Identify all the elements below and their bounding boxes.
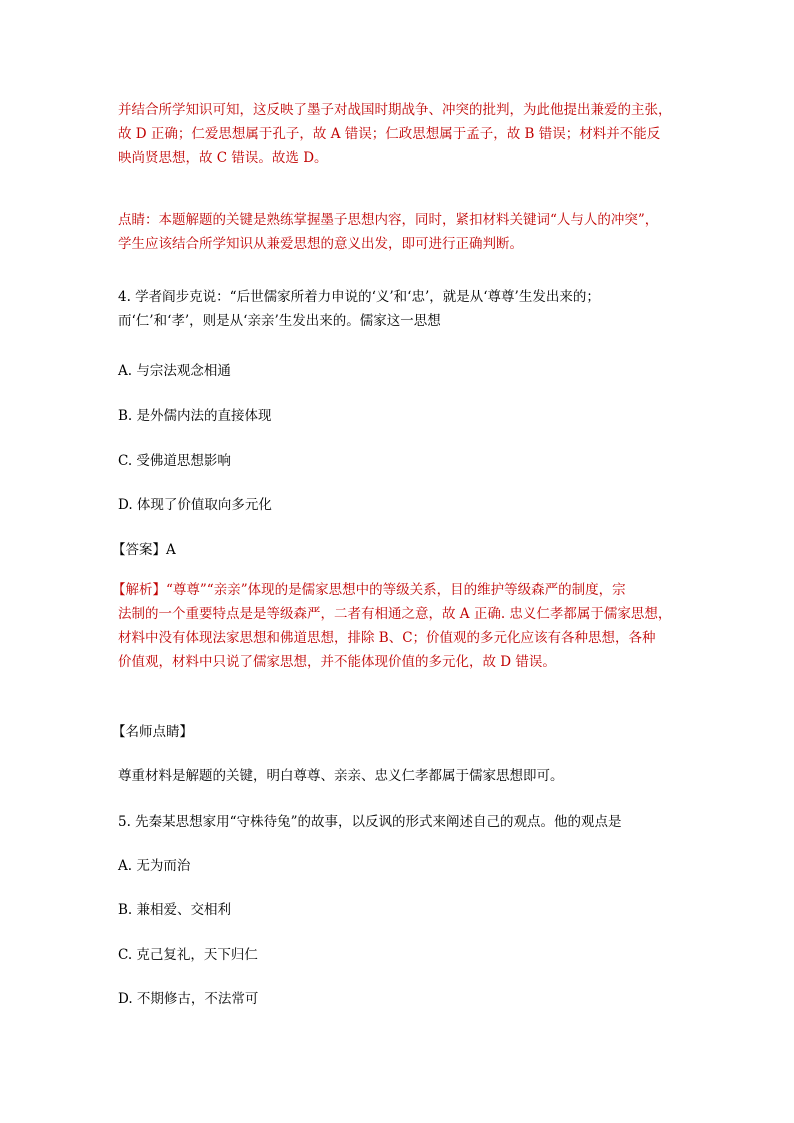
q4-analysis-line: 价值观，材料中只说了儒家思想，并不能体现价值的多元化，故 D 错误。 [118,654,556,670]
q4-stem [118,285,688,333]
prev-tip-line: 点睛：本题解题的关键是熟练掌握墨子思想内容，同时，紧扣材料关键词“人与人的冲突”， [118,212,659,228]
prev-tip-line: 学生应该结合所学知识从兼爱思想的意义出发，即可进行正确判断。 [118,236,523,252]
q4-tip-title: 【名师点睛】 [112,724,193,740]
prev-analysis-line: 故 D 正确；仁爱思想属于孔子，故 A 错误；仁政思想属于孟子，故 B 错误；材料并不能反 [118,126,661,142]
prev-analysis-line: 并结合所学知识可知，这反映了墨子对战国时期战争、冲突的批判，为此他提出兼爱的主张， [118,102,672,118]
q4-analysis-line: 法制的一个重要特点是是等级森严，二者有相通之意，故 A 正确. 忠义仁孝都属于儒家思想， [118,606,672,622]
q4-option-a: A. 与宗法观念相通 [118,363,231,379]
q4-stem-line: 4. 学者阎步克说：“后世儒家所着力申说的‘义’和‘忠’，就是从‘尊尊’生发出来的； [118,289,600,305]
q5-option-b: B. 兼相爱、交相利 [118,902,232,918]
q4-option-b: B. 是外儒内法的直接体现 [118,408,272,424]
q4-tip-text: 尊重材料是解题的关键，明白尊尊、亲亲、忠义仁孝都属于儒家思想即可。 [118,768,564,784]
q5-option-a: A. 无为而治 [118,858,191,874]
prev-analysis-line: 映尚贤思想，故 C 错误。故选 D。 [118,150,328,166]
q5-option-d: D. 不期修古，不法常可 [118,991,259,1007]
q5-stem: 5. 先秦某思想家用“守株待兔”的故事，以反讽的形式来阐述自己的观点。他的观点是 [118,814,622,830]
q4-analysis-line: 材料中没有体现法家思想和佛道思想，排除 B、C；价值观的多元化应该有各种思想，各种 [118,630,656,646]
q4-analysis [112,578,682,674]
prev-tip [118,208,688,256]
q4-stem-line: 而‘仁’和‘孝’，则是从‘亲亲’生发出来的。儒家这一思想 [118,313,441,329]
q4-option-d: D. 体现了价值取向多元化 [118,497,272,513]
prev-analysis [118,98,688,170]
q5-option-c: C. 克己复礼，天下归仁 [118,947,258,963]
q4-option-c: C. 受佛道思想影响 [118,453,231,469]
q4-analysis-line: 【解析】“尊尊”“亲亲”体现的是儒家思想中的等级关系，目的维护等级森严的制度，宗 [112,582,626,598]
q4-answer: 【答案】A [112,542,176,558]
